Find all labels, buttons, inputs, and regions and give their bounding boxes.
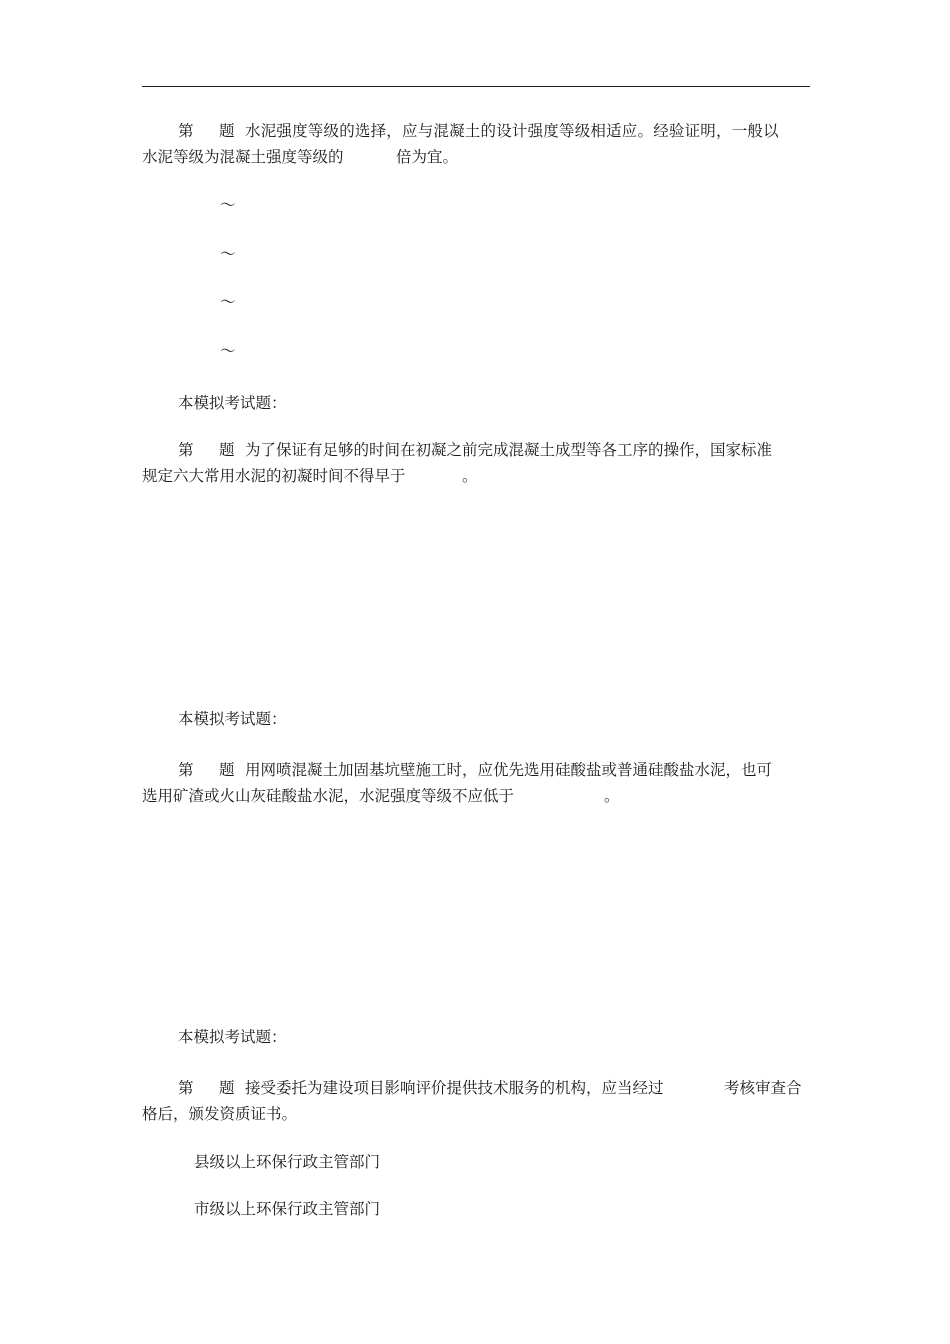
question-text-line1b: 考核审查合 bbox=[724, 1079, 802, 1097]
answer-label: 本模拟考试题： bbox=[178, 394, 287, 412]
question-number-tail: 题 bbox=[219, 761, 235, 779]
answer-label: 本模拟考试题： bbox=[178, 710, 287, 728]
question-text-line1a: 接受委托为建设项目影响评价提供技术服务的机构，应当经过 bbox=[245, 1079, 664, 1097]
option-a: ～ bbox=[220, 196, 236, 214]
question-text-line2a: 规定六大常用水泥的初凝时间不得早于 bbox=[142, 467, 406, 485]
question-text-line2a: 水泥等级为混凝土强度等级的 bbox=[142, 148, 344, 166]
option-d: ～ bbox=[220, 342, 236, 360]
question-number-lead: 第 bbox=[178, 122, 194, 140]
answer-label: 本模拟考试题： bbox=[178, 1028, 287, 1046]
question-number-lead: 第 bbox=[178, 761, 194, 779]
question-text-line1: 用网喷混凝土加固基坑壁施工时，应优先选用硅酸盐或普通硅酸盐水泥，也可 bbox=[245, 761, 773, 779]
question-number-tail: 题 bbox=[219, 122, 235, 140]
question-text-line2b: 倍为宜。 bbox=[396, 148, 459, 166]
question-text-line2b: 。 bbox=[604, 787, 620, 805]
question-number-tail: 题 bbox=[219, 441, 235, 459]
question-number-tail: 题 bbox=[219, 1079, 235, 1097]
question-number-lead: 第 bbox=[178, 1079, 194, 1097]
question-text-line2: 格后，颁发资质证书。 bbox=[142, 1105, 298, 1123]
header-rule bbox=[142, 86, 810, 87]
question-number-lead: 第 bbox=[178, 441, 194, 459]
question-text-line1: 为了保证有足够的时间在初凝之前完成混凝土成型等各工序的操作，国家标准 bbox=[245, 441, 773, 459]
question-text-line1: 水泥强度等级的选择，应与混凝土的设计强度等级相适应。经验证明，一般以 bbox=[245, 122, 779, 140]
option-c: ～ bbox=[220, 293, 236, 311]
question-text-line2b: 。 bbox=[462, 467, 478, 485]
question-text-line2a: 选用矿渣或火山灰硅酸盐水泥，水泥强度等级不应低于 bbox=[142, 787, 515, 805]
option-a: 县级以上环保行政主管部门 bbox=[194, 1153, 381, 1171]
option-b: 市级以上环保行政主管部门 bbox=[194, 1200, 381, 1218]
option-b: ～ bbox=[220, 245, 236, 263]
